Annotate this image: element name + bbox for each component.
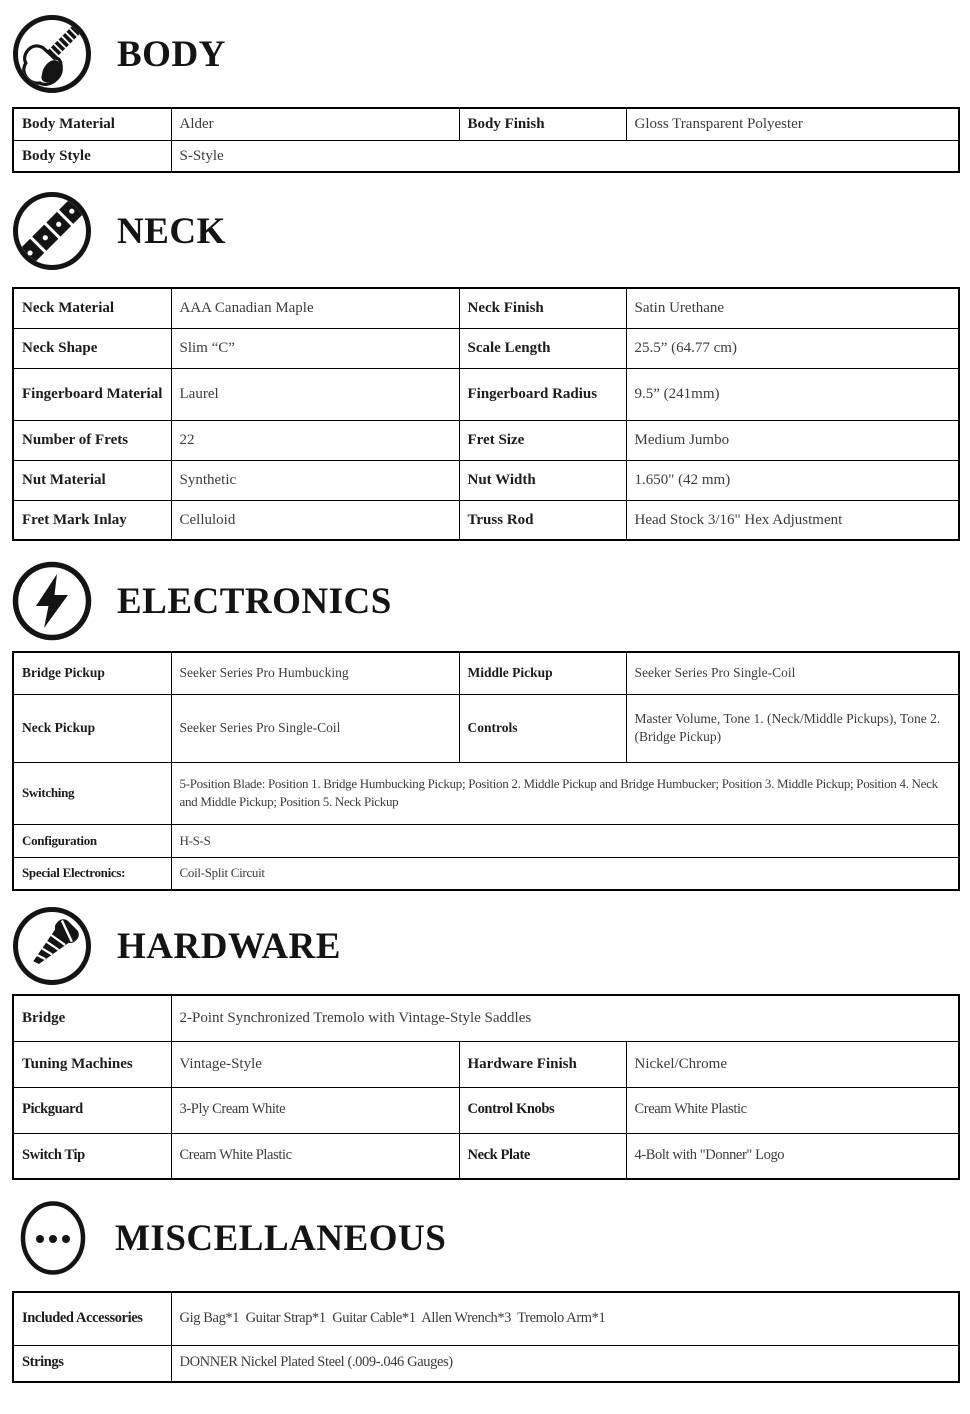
table-row xyxy=(13,762,959,824)
section-header-electronics xyxy=(10,541,970,643)
section-title: BODY xyxy=(117,33,226,75)
table-row xyxy=(13,328,959,368)
spec-label: Special Electronics: xyxy=(13,857,171,890)
table-row xyxy=(13,108,959,140)
table-row xyxy=(13,694,959,762)
spec-value: Alder xyxy=(171,108,459,140)
screw-icon xyxy=(10,904,94,988)
table-row xyxy=(13,1087,959,1133)
spec-value: 1.650" (42 mm) xyxy=(626,460,959,500)
hardware-spec-table xyxy=(12,994,960,1180)
spec-label: Fret Size xyxy=(459,420,626,460)
spec-label: Neck Material xyxy=(13,288,171,328)
spec-label: Body Material xyxy=(13,108,171,140)
spec-label: Nut Material xyxy=(13,460,171,500)
section-title: NECK xyxy=(117,210,226,252)
miscellaneous-spec-table xyxy=(12,1291,960,1383)
spec-label: Fingerboard Radius xyxy=(459,368,626,420)
section-neck xyxy=(0,173,970,541)
spec-value: Celluloid xyxy=(171,500,459,540)
spec-value: 22 xyxy=(171,420,459,460)
spec-value: Medium Jumbo xyxy=(626,420,959,460)
table-row xyxy=(13,1292,959,1345)
table-row xyxy=(13,1041,959,1087)
spec-value: Cream White Plastic xyxy=(626,1087,959,1133)
spec-label: Fingerboard Material xyxy=(13,368,171,420)
spec-value: DONNER Nickel Plated Steel (.009-.046 Gauges) xyxy=(171,1345,959,1382)
spec-value: 3-Ply Cream White xyxy=(171,1087,459,1133)
spec-value: Slim “C” xyxy=(171,328,459,368)
spec-value: 5-Position Blade: Position 1. Bridge Humbucking Pickup; Position 2. Middle Pickup and Bridge Humbucker; Position 3. Middle Pickup; Position 4. Neck and Middle Pickup; Position 5. Neck Pickup xyxy=(171,762,959,824)
body-spec-table xyxy=(12,107,960,173)
spec-label: Body Style xyxy=(13,140,171,172)
section-hardware xyxy=(0,891,970,1180)
guitar-body-icon xyxy=(10,12,94,96)
spec-value: Head Stock 3/16" Hex Adjustment xyxy=(626,500,959,540)
spec-value: Synthetic xyxy=(171,460,459,500)
spec-value: Gloss Transparent Polyester xyxy=(626,108,959,140)
table-row xyxy=(13,824,959,857)
spec-value: Master Volume, Tone 1. (Neck/Middle Pickups), Tone 2. (Bridge Pickup) xyxy=(626,694,959,762)
spec-value: H-S-S xyxy=(171,824,959,857)
spec-value: S-Style xyxy=(171,140,959,172)
spec-label: Nut Width xyxy=(459,460,626,500)
spec-label: Included Accessories xyxy=(13,1292,171,1345)
table-row xyxy=(13,500,959,540)
spec-value: Seeker Series Pro Single-Coil xyxy=(171,694,459,762)
table-row xyxy=(13,995,959,1041)
section-electronics xyxy=(0,541,970,891)
spec-label: Bridge Pickup xyxy=(13,652,171,694)
spec-label: Control Knobs xyxy=(459,1087,626,1133)
table-row xyxy=(13,288,959,328)
section-title: MISCELLANEOUS xyxy=(115,1217,447,1259)
spec-label: Number of Frets xyxy=(13,420,171,460)
spec-value: Nickel/Chrome xyxy=(626,1041,959,1087)
section-title: HARDWARE xyxy=(117,925,341,967)
spec-value: Vintage-Style xyxy=(171,1041,459,1087)
spec-label: Strings xyxy=(13,1345,171,1382)
spec-label: Neck Plate xyxy=(459,1133,626,1179)
spec-value: 2-Point Synchronized Tremolo with Vintage-Style Saddles xyxy=(171,995,959,1041)
table-row xyxy=(13,1345,959,1382)
spec-label: Switching xyxy=(13,762,171,824)
spec-label: Middle Pickup xyxy=(459,652,626,694)
spec-value: AAA Canadian Maple xyxy=(171,288,459,328)
spec-label: Controls xyxy=(459,694,626,762)
section-header-body xyxy=(10,0,970,96)
section-header-miscellaneous xyxy=(10,1180,970,1277)
spec-label: Pickguard xyxy=(13,1087,171,1133)
section-title: ELECTRONICS xyxy=(117,580,392,622)
spec-value: Coil-Split Circuit xyxy=(171,857,959,890)
spec-label: Body Finish xyxy=(459,108,626,140)
spec-value: 25.5” (64.77 cm) xyxy=(626,328,959,368)
spec-value: 4-Bolt with "Donner" Logo xyxy=(626,1133,959,1179)
section-header-hardware xyxy=(10,891,970,988)
spec-label: Neck Shape xyxy=(13,328,171,368)
table-row xyxy=(13,420,959,460)
spec-value: Gig Bag*1 Guitar Strap*1 Guitar Cable*1 Allen Wrench*3 Tremolo Arm*1 xyxy=(171,1292,959,1345)
spec-label: Hardware Finish xyxy=(459,1041,626,1087)
spec-label: Tuning Machines xyxy=(13,1041,171,1087)
electronics-spec-table xyxy=(12,651,960,891)
spec-label: Neck Finish xyxy=(459,288,626,328)
spec-value: Cream White Plastic xyxy=(171,1133,459,1179)
lightning-icon xyxy=(10,559,94,643)
spec-label: Neck Pickup xyxy=(13,694,171,762)
spec-label: Scale Length xyxy=(459,328,626,368)
spec-label: Configuration xyxy=(13,824,171,857)
table-row xyxy=(13,652,959,694)
section-header-neck xyxy=(10,173,970,273)
section-miscellaneous xyxy=(0,1180,970,1383)
spec-value: Satin Urethane xyxy=(626,288,959,328)
ellipsis-icon xyxy=(14,1199,92,1277)
spec-label: Truss Rod xyxy=(459,500,626,540)
spec-label: Fret Mark Inlay xyxy=(13,500,171,540)
table-row xyxy=(13,140,959,172)
spec-value: 9.5” (241mm) xyxy=(626,368,959,420)
table-row xyxy=(13,460,959,500)
spec-value: Seeker Series Pro Humbucking xyxy=(171,652,459,694)
spec-value: Laurel xyxy=(171,368,459,420)
spec-label: Bridge xyxy=(13,995,171,1041)
neck-spec-table xyxy=(12,287,960,541)
section-body xyxy=(0,0,970,173)
table-row xyxy=(13,857,959,890)
guitar-neck-icon xyxy=(10,189,94,273)
table-row xyxy=(13,1133,959,1179)
table-row xyxy=(13,368,959,420)
spec-value: Seeker Series Pro Single-Coil xyxy=(626,652,959,694)
spec-label: Switch Tip xyxy=(13,1133,171,1179)
